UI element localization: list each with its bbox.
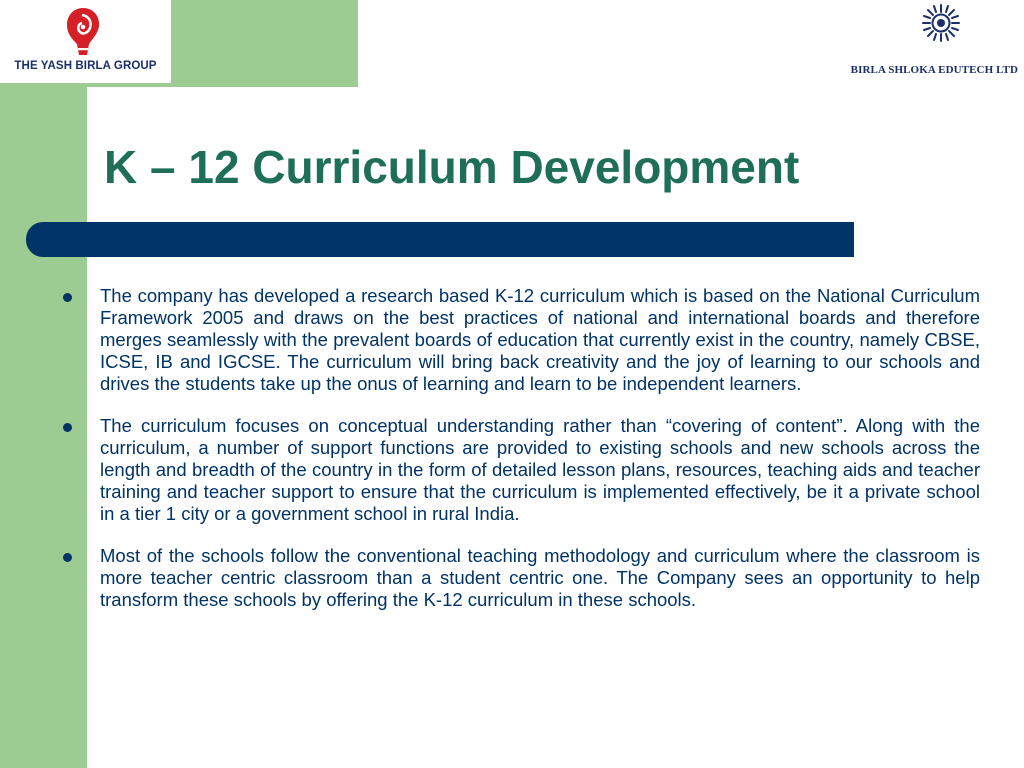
bullet-text: The company has developed a research based K-12 curriculum which is based on the National Curriculum Framework 2005 and draws on the best practices of national and international boards and therefore merges seamlessly with the prevalent boards of education that currently exist in the country, namely CBSE, ICSE, IB and IGCSE. The curriculum will bring back creativity and the joy of learning to our schools and drives the students take up the onus of learning and learn to be independent learners. bbox=[100, 285, 980, 394]
bullet-text: The curriculum focuses on conceptual understanding rather than “covering of content”. Along with the curriculum, a number of support functions are provided to existing schools and new schools across the length and breadth of the country in the form of detailed lesson plans, resources, teaching aids and teacher training and teacher support to ensure that the curriculum is implemented effectively, be it a private school in a tier 1 city or a government school in rural India. bbox=[100, 415, 980, 524]
list-item bbox=[60, 285, 980, 395]
yash-birla-logo bbox=[0, 0, 171, 83]
company-name-text: BIRLA SHLOKA EDUTECH LTD bbox=[850, 64, 1018, 76]
title-underline-bar bbox=[26, 222, 854, 257]
group-name-text: THE YASH BIRLA GROUP bbox=[14, 60, 157, 72]
bullet-list bbox=[60, 285, 980, 631]
conch-shell-logo-icon bbox=[62, 6, 104, 58]
sunburst-emblem-icon bbox=[922, 4, 960, 42]
list-item bbox=[60, 545, 980, 611]
bullet-dot-icon bbox=[63, 423, 72, 432]
list-item bbox=[60, 415, 980, 525]
bullet-dot-icon bbox=[63, 553, 72, 562]
bullet-text: Most of the schools follow the conventional teaching methodology and curriculum where the classroom is more teacher centric classroom than a student centric one. The Company sees an opportunity to help transform these schools by offering the K-12 curriculum in these schools. bbox=[100, 545, 980, 610]
bullet-dot-icon bbox=[63, 293, 72, 302]
slide-title: K – 12 Curriculum Development bbox=[104, 141, 800, 193]
